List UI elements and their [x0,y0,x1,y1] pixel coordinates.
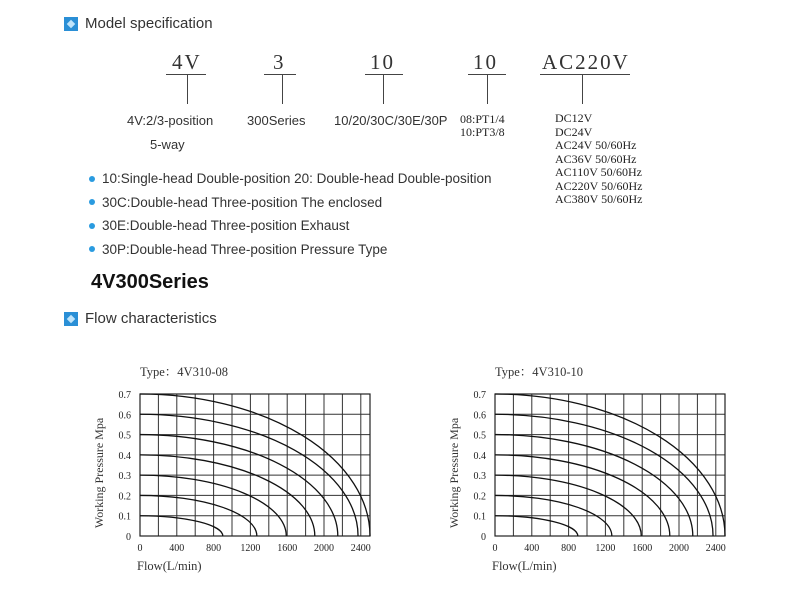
flow-curve [495,516,578,536]
voltage-item: AC220V 50/60Hz [555,178,643,193]
flow-chart-left [85,355,395,585]
x-tick-label: 2000 [669,543,689,554]
model-spec-title: Model specification [85,15,213,32]
code-connector [582,74,583,104]
x-axis-label: Flow(L/min) [492,559,557,573]
code-port: 10 [473,50,498,74]
y-tick-label: 0.1 [118,511,131,523]
code-connector [383,74,384,104]
y-tick-label: 0 [126,532,131,543]
bullet-dot-icon [89,223,95,229]
bullet-dot-icon [89,246,95,252]
bullet-text: 30C:Double-head Three-position The enclosed [102,194,383,210]
voltage-item: AC380V 50/60Hz [555,192,643,206]
y-tick-label: 0.6 [473,410,486,422]
y-tick-label: 0.7 [473,390,486,401]
y-axis-label: Working Pressure Mpa [447,417,461,529]
desc-position: 4V:2/3-position [127,113,214,128]
code-type: 10 [370,50,395,74]
y-tick-label: 0.1 [473,511,486,523]
code-connector [187,74,188,104]
x-tick-label: 800 [561,543,577,554]
y-tick-label: 0.3 [118,471,131,483]
code-series: 4V [172,50,202,74]
bullet-dot-icon [89,199,95,205]
desc-type: 10/20/30C/30E/30P [334,113,448,128]
section-square-icon [64,312,78,326]
code-underline [365,74,403,75]
code-connector [282,74,283,104]
x-tick-label: 2400 [350,543,371,554]
code-underline [540,74,630,75]
flow-curve [140,516,223,536]
chart-title: Type：4V310-10 [495,365,584,379]
y-tick-label: 0.4 [118,450,131,462]
x-tick-label: 400 [524,543,540,554]
desc-port-08: 08:PT1/4 [460,112,505,126]
x-tick-label: 1200 [240,543,261,554]
y-tick-label: 0.3 [473,471,486,483]
y-tick-label: 0.7 [118,390,131,401]
y-tick-label: 0.4 [473,450,486,462]
x-tick-label: 0 [137,543,143,554]
code-underline [166,74,206,75]
bullet-text: 10:Single-head Double-position 20: Double-head Double-position [102,171,492,187]
x-tick-label: 800 [206,543,222,554]
model-spec-header [64,15,213,32]
x-tick-label: 0 [492,543,498,554]
voltage-item: DC24V [555,124,593,139]
voltage-item: AC36V 50/60Hz [555,151,637,166]
y-tick-label: 0 [481,532,486,543]
y-axis-label: Working Pressure Mpa [92,417,106,529]
flow-curve [495,435,693,536]
x-tick-label: 2400 [705,543,726,554]
code-voltage: AC220V [542,50,630,74]
bullet-text: 30P:Double-head Three-position Pressure Type [102,241,388,257]
x-tick-label: 1200 [595,543,616,554]
section-square-icon [64,17,78,31]
voltage-item: DC12V [555,111,593,125]
flow-curve [140,435,338,536]
bullet-item [89,167,492,191]
code-connector [487,74,488,104]
type-bullet-list [89,167,492,261]
desc-port-10: 10:PT3/8 [460,125,505,139]
y-tick-label: 0.5 [118,430,131,442]
bullet-item [89,214,492,238]
flow-chart-right [440,355,750,585]
flow-header [64,310,217,327]
voltage-item: AC24V 50/60Hz [555,138,637,152]
bullet-text: 30E:Double-head Three-position Exhaust [102,218,350,234]
chart-title: Type：4V310-08 [140,365,229,379]
y-tick-label: 0.2 [473,491,486,503]
x-tick-label: 1600 [632,543,653,554]
bullet-dot-icon [89,176,95,182]
x-tick-label: 2000 [314,543,334,554]
y-tick-label: 0.5 [473,430,486,442]
code-underline [264,74,296,75]
x-tick-label: 1600 [277,543,298,554]
bullet-item [89,191,492,215]
code-body: 3 [273,50,286,74]
x-axis-label: Flow(L/min) [137,559,202,573]
voltage-item: AC110V 50/60Hz [555,165,642,179]
flow-title: Flow characteristics [85,310,217,327]
desc-way: 5-way [150,137,185,152]
desc-series: 300Series [247,113,306,128]
y-tick-label: 0.2 [118,491,131,503]
bullet-item [89,238,492,262]
y-tick-label: 0.6 [118,410,131,422]
series-title: 4V300Series [91,271,209,293]
x-tick-label: 400 [169,543,185,554]
